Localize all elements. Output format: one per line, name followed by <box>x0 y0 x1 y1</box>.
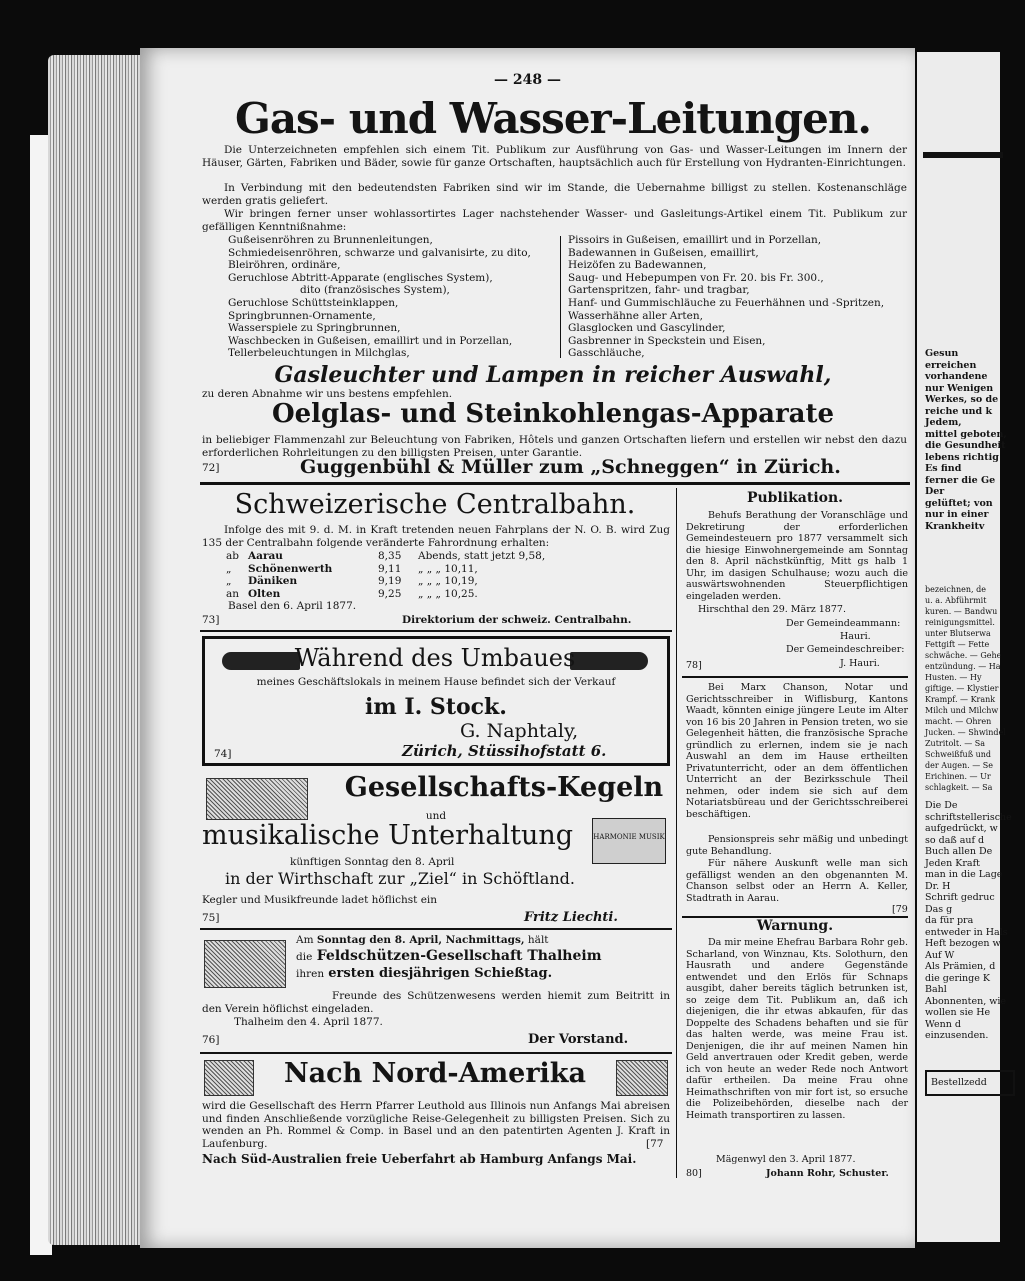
list-item: Tellerbeleuchtungen in Milchglas, <box>228 347 410 360</box>
ad-number: [77 <box>646 1138 664 1150</box>
gas-items-right <box>568 234 913 360</box>
section-rule <box>923 152 1003 158</box>
apparate-heading: Oelglas- und Steinkohlengas-Apparate <box>271 399 835 429</box>
timetable-row: an Olten 9,25 „ „ „ 10,25. <box>226 587 478 600</box>
column-divider <box>560 236 561 358</box>
kegeln-signature: Fritz Liechti. <box>524 910 618 925</box>
publikation-role-1: Der Gemeindeammann: <box>786 618 901 629</box>
kegeln-invite: Kegler und Musikfreunde ladet höflichst ein <box>202 894 438 906</box>
schuetzen-line-3: ihren ersten diesjährigen Schießtag. <box>296 966 553 981</box>
umbau-stock: im I. Stock. <box>365 694 507 720</box>
warnung-date: Mägenwyl den 3. April 1877. <box>716 1154 856 1165</box>
newspaper-page <box>140 48 915 1248</box>
timetable-row: „ Däniken 9,19 „ „ „ 10,19, <box>226 575 478 588</box>
list-item: Gasbrenner in Speckstein und Eisen, <box>568 334 766 347</box>
gas-intro-1: Die Unterzeichneten empfehlen sich einem Tit. Publikum zur Ausführung von Gas- und Wasser-Leitungen im Innern der Häuser, Gärten, Fabriken und Bäder, sowie für ganze Ortschaften, hauptsächlich auch für Erstellung von Hydranten-Einrichtungen. <box>202 144 907 169</box>
section-rule <box>200 1052 672 1054</box>
timetable-row: „ Schönenwerth 9,11 „ „ „ 10,11, <box>226 562 478 575</box>
band-sign-label: HARMONIE MUSIK <box>593 833 665 841</box>
kegeln-date: künftigen Sonntag den 8. April <box>290 856 455 868</box>
ad-number: 78] <box>686 660 702 671</box>
centralbahn-text: Infolge des mit 9. d. M. in Kraft tretenden neuen Fahrplans der N. O. B. wird Zug 135 der Centralbahn folgende veränderte Fahrordnung erhalten: <box>202 524 670 549</box>
list-item: Springbrunnen-Ornamente, <box>228 309 376 322</box>
kegeln-title: Gesellschafts-Kegeln <box>344 772 664 803</box>
gas-signature: Guggenbühl & Müller zum „Schneggen“ in Zürich. <box>300 456 841 478</box>
schuetzen-line-1: Am Sonntag den 8. April, Nachmittags, hält <box>296 934 549 946</box>
centralbahn-title: Schweizerische Centralbahn. <box>234 489 636 520</box>
gas-items-left <box>228 234 558 360</box>
train-illustration <box>204 1060 254 1096</box>
list-item: Gußeisenröhren zu Brunnenleitungen, <box>228 234 433 246</box>
schuetzen-date: Thalheim den 4. April 1877. <box>234 1016 383 1028</box>
lamps-heading: Gasleuchter und Lampen in reicher Auswahl, <box>274 362 832 388</box>
section-rule <box>682 676 908 678</box>
umbau-address: Zürich, Stüssihofstatt 6. <box>402 742 607 760</box>
list-item: Glasglocken und Gascylinder, <box>568 322 726 335</box>
schuetzen-text: Freunde des Schützenwesens werden hiemit zum Beitritt in den Verein höflichst eingeladen. <box>202 990 670 1015</box>
lamps-sub: zu deren Abnahme wir uns bestens empfehlen. <box>202 388 453 400</box>
pension-text: Bei Marx Chanson, Notar und Gerichtsschreiber in Wiflisburg, Kantons Waadt, könnten einige jüngere Leute im Alter von 16 bis 20 Jahren in Pension treten, wo sie Gelegenheit hätten, die französische Sprache gründlich zu erlernen, indem sie je nach Auswahl an dem im Hause ertheilten Privatunterricht, oder an dem öffentlichen Unterricht an der Bezirksschule Theil nehmen, oder indem sie sich auf dem Notariatsbüreau und der Gerichtsschreiberei beschäftigen. <box>686 682 908 820</box>
gas-intro-3: Wir bringen ferner unser wohlassortirtes Lager nachstehender Wasser- und Gasleitungs-Artikel einem Tit. Publikum zur gefälligen Kenntnißnahme: <box>202 208 907 233</box>
schuetzen-line-2: die Feldschützen-Gesellschaft Thalheim <box>296 948 602 964</box>
column-divider <box>676 488 677 1178</box>
shooting-illustration <box>204 940 286 988</box>
facing-page <box>917 52 1012 1242</box>
kegeln-und: und <box>425 810 447 822</box>
pointing-hand-icon <box>570 652 648 670</box>
section-rule <box>200 482 910 485</box>
ad-number: [79 <box>892 904 908 915</box>
umbau-text: meines Geschäftslokals in meinem Hause befindet sich der Verkauf <box>256 676 616 688</box>
timetable <box>226 550 646 600</box>
publikation-role-2: Der Gemeindeschreiber: <box>786 644 905 655</box>
kegeln-place: in der Wirthschaft zur „Ziel“ in Schöftland. <box>225 869 575 888</box>
list-item: Wasserspiele zu Springbrunnen, <box>228 322 401 335</box>
list-item: Wasserhähne aller Arten, <box>568 309 703 322</box>
publikation-name-1: Hauri. <box>840 631 871 642</box>
centralbahn-date: Basel den 6. April 1877. <box>228 600 357 612</box>
book-page-stack <box>48 55 148 1245</box>
ad-number: 75] <box>202 912 220 924</box>
ad-number: 72] <box>202 462 220 474</box>
timetable-row: ab Aarau 8,35 Abends, statt jetzt 9,58, <box>226 550 546 562</box>
warnung-signature: Johann Rohr, Schuster. <box>766 1168 889 1179</box>
facing-text-bottom: Die De schriftstellerische aufgedrückt, w so daß auf d Buch allen De Jeden Kraft man in die Lage Dr. H Schrift gedruc Das g da für pra entweder in Hals Heft bezogen w Auf W Als Prämien, d die geringe K Bahl Abonnenten, wie wollen sie He Wenn d einzusenden. <box>925 800 1012 1041</box>
facing-text-top: Gesun erreichen vorhandene nur Wenigen Werkes, so de reiche und k Jedem, mittel geboten, die Gesundheit lebens richtig Es find ferner die Ge Der gelüftet; von nur in einer Krankheitv <box>925 348 1007 532</box>
list-item: Pissoirs in Gußeisen, emaillirt und in Porzellan, <box>568 234 822 246</box>
list-item: Saug- und Hebepumpen von Fr. 20. bis Fr. 300., <box>568 271 824 284</box>
amerika-title: Nach Nord-Amerika <box>283 1058 587 1089</box>
ad-number: 80] <box>686 1168 702 1179</box>
pension-text-3: Für nähere Auskunft welle man sich gefälligst wenden an den obgenannten M. Chanson selbst oder an Herrn A. Keller, Stadtrath in Aarau. <box>686 858 908 904</box>
order-slip-label: Bestellzedd <box>931 1077 987 1088</box>
warnung-title: Warnung. <box>756 918 834 934</box>
centralbahn-signature: Direktorium der schweiz. Centralbahn. <box>402 614 632 626</box>
musik-title: musikalische Unterhaltung <box>202 820 574 851</box>
amerika-footer: Nach Süd-Australien freie Ueberfahrt ab Hamburg Anfangs Mai. <box>202 1152 637 1166</box>
facing-text-mid: bezeichnen, de u. a. Abführmit kuren. — Bandwu reinigungsmittel. unter Blutserwa Fettgift — Fette schwäche. — Gehe entzündung. — Ha Husten. — Hy giftige. — Klystier Krampf. — Krank Milch und Milchw macht. — Ohren Jucken. — Shwindel Zutritolt. — Sa Schweißfuß und der Augen. — Se Erichinen. — Ur schlagkeit. — Sa <box>925 585 1006 792</box>
apparate-sub: in beliebiger Flammenzahl zur Beleuchtung von Fabriken, Hôtels und ganzen Ortschaften liefern und erstellen wir nebst den dazu erforderlichen Rohrleitungen zu den billigsten Preisen, unter Garantie. <box>202 434 907 459</box>
list-item: Geruchlose Schüttsteinklappen, <box>228 296 399 309</box>
list-item: Geruchlose Abtritt-Apparate (englisches System), <box>228 271 493 284</box>
ad-number: 73] <box>202 614 220 626</box>
gas-intro-2: In Verbindung mit den bedeutendsten Fabriken sind wir im Stande, die Uebernahme billigst zu stellen. Kostenanschläge werden gratis geliefert. <box>202 182 907 207</box>
publikation-name-2: J. Hauri. <box>840 658 880 669</box>
list-item: Gasschläuche, <box>568 347 645 360</box>
list-item: Badewannen in Gußeisen, emaillirt, <box>568 246 759 259</box>
section-rule <box>200 630 672 632</box>
ship-illustration <box>616 1060 668 1096</box>
list-item: Hanf- und Gummischläuche zu Feuerhähnen und -Spritzen, <box>568 296 885 309</box>
list-item: Schmiedeisenröhren, schwarze und galvanisirte, zu dito, <box>228 246 531 259</box>
publikation-title: Publikation. <box>746 490 844 506</box>
music-band-illustration <box>592 818 666 864</box>
umbau-name: G. Naphtaly, <box>460 720 579 742</box>
section-rule <box>200 928 672 930</box>
pointing-hand-icon <box>222 652 300 670</box>
amerika-text: wird die Gesellschaft des Herrn Pfarrer Leuthold aus Illinois nun Anfangs Mai abreisen und finden Anschließende vorzügliche Reise-Gelegenheit zu billigsten Preisen. Sich zu wenden an Ph. Rommel & Comp. in Basel und an den patentirten Agenten J. Kraft in Laufenburg. <box>202 1100 670 1150</box>
ad-number: 74] <box>214 748 232 760</box>
list-item: Bleiröhren, ordinäre, <box>228 259 341 272</box>
gas-wasser-title: Gas- und Wasser-Leitungen. <box>234 94 872 143</box>
pension-text-2: Pensionspreis sehr mäßig und unbedingt gute Behandlung. <box>686 834 908 857</box>
ad-number: 76] <box>202 1034 220 1046</box>
list-item: dito (französisches System), <box>300 284 450 297</box>
umbau-title: Während des Umbaues <box>294 644 576 672</box>
warnung-text: Da mir meine Ehefrau Barbara Rohr geb. Scharland, von Winznau, Kts. Solothurn, den Hausrath und andere Gegenstände entwendet und den Erlös für Schnaps ausgibt, daher bereits täglich betrunken ist, so zeige dem Tit. Publikum an, daß ich diejenigen, die ihr etwas abkaufen, für das Doppelte des Schadens behaften und sie für das halten werde, was meine Frau ist. Denjenigen, die ihr auf meinen Namen hin Geld anvertrauen oder Kredit geben, werde ich von heute an weder Rede noch Antwort dafür ertheilen. Da meine Frau ohne Heimathschriften von mir fort ist, so ersuche die Polizeibehörden, dieselbe nach der Heimath transportiren zu lassen. <box>686 937 908 1121</box>
schuetzen-signature: Der Vorstand. <box>528 1032 629 1047</box>
page-number: — 248 — <box>494 72 561 88</box>
list-item: Gartenspritzen, fahr- und tragbar, <box>568 284 750 297</box>
list-item: Heizöfen zu Badewannen, <box>568 259 707 272</box>
list-item: Waschbecken in Gußeisen, emaillirt und in Porzellan, <box>228 334 513 347</box>
publikation-text: Behufs Berathung der Voranschläge und Dekretirung der erforderlichen Gemeindesteuern pro 1877 versammelt sich die hiesige Einwohnergemeinde am Sonntag den 8. April nächstkünftig, Mitt gs halb 1 Uhr, im dasigen Schulhause; wozu auch die auswärtswohnenden Steuerpflichtigen eingeladen werden. <box>686 510 908 602</box>
publikation-date: Hirschthal den 29. März 1877. <box>698 604 846 615</box>
